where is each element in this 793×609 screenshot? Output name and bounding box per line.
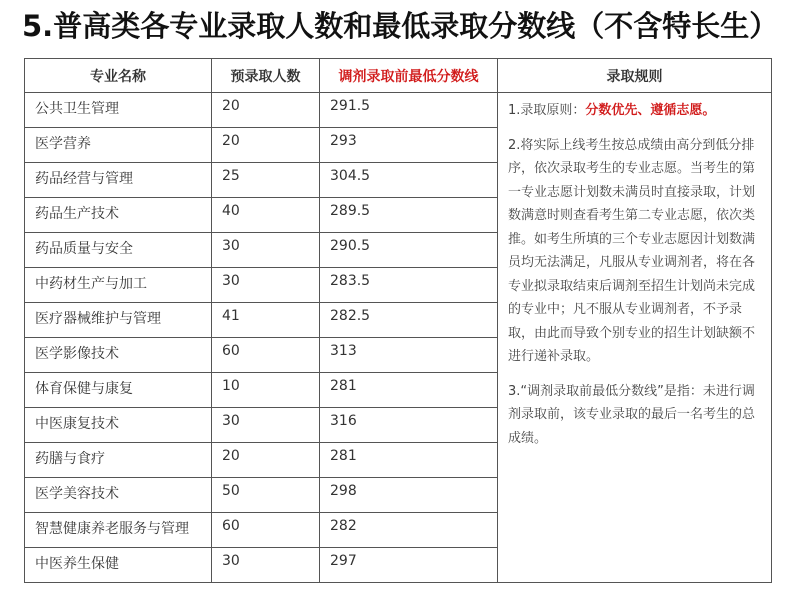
major-cell-text: 医学美容技术 bbox=[35, 486, 119, 502]
min-score-cell bbox=[320, 303, 498, 338]
rule-1-highlight: 分数优先、遵循志愿。 bbox=[585, 103, 716, 118]
major-cell-text: 中药材生产与加工 bbox=[35, 276, 147, 292]
major-cell bbox=[25, 443, 212, 478]
major-cell-text: 药膳与食疗 bbox=[35, 451, 105, 467]
count-cell bbox=[212, 513, 320, 548]
rule-2: 2.将实际上线考生按总成绩由高分到低分排序，依次录取考生的专业志愿。当考生的第一专业志愿计划数未满员时直接录取，计划数满意时则查看考生第二专业志愿，依次类推。如考生所填的三个专业志愿因计划数满员均无法满足，凡服从专业调剂者，将在各专业拟录取结束后调剂至招生计划尚未完成的专业中；凡不服从专业调剂者，不予录取，由此而导致个别专业的招生计划缺额不进行递补录取。 bbox=[508, 137, 756, 364]
rules-content bbox=[498, 93, 771, 450]
admission-table bbox=[24, 58, 772, 583]
min-score-cell-text: 289.5 bbox=[330, 203, 371, 219]
major-cell-text: 智慧健康养老服务与管理 bbox=[35, 521, 189, 537]
major-cell bbox=[25, 478, 212, 513]
major-cell bbox=[25, 128, 212, 163]
min-score-cell bbox=[320, 198, 498, 233]
count-cell bbox=[212, 408, 320, 443]
min-score-cell-text: 304.5 bbox=[330, 168, 371, 184]
major-cell bbox=[25, 163, 212, 198]
count-cell-text: 25 bbox=[222, 168, 240, 184]
min-score-cell bbox=[320, 478, 498, 513]
min-score-cell bbox=[320, 93, 498, 128]
major-cell-text: 中医康复技术 bbox=[35, 416, 119, 432]
column-header-min-score: 调剂录取前最低分数线 bbox=[320, 59, 498, 93]
count-cell bbox=[212, 233, 320, 268]
count-cell bbox=[212, 268, 320, 303]
major-cell bbox=[25, 548, 212, 583]
min-score-cell-text: 297 bbox=[330, 553, 357, 569]
count-cell-text: 20 bbox=[222, 133, 240, 149]
count-cell-text: 20 bbox=[222, 98, 240, 114]
major-cell bbox=[25, 513, 212, 548]
major-cell-text: 中医养生保健 bbox=[35, 556, 119, 572]
rule-1 bbox=[508, 99, 767, 123]
table-body bbox=[25, 93, 772, 583]
count-cell-text: 30 bbox=[222, 273, 240, 289]
min-score-cell bbox=[320, 163, 498, 198]
count-cell-text: 10 bbox=[222, 378, 240, 394]
count-cell-text: 41 bbox=[222, 308, 240, 324]
table-row bbox=[25, 93, 772, 128]
min-score-cell-text: 282.5 bbox=[330, 308, 371, 324]
column-header-count: 预录取人数 bbox=[212, 59, 320, 93]
count-cell-text: 60 bbox=[222, 343, 240, 359]
min-score-cell bbox=[320, 338, 498, 373]
rules-cell bbox=[498, 93, 772, 583]
min-score-cell bbox=[320, 513, 498, 548]
page-title: 5.普高类各专业录取人数和最低录取分数线（不含特长生） bbox=[22, 9, 779, 43]
min-score-cell-text: 298 bbox=[330, 483, 357, 499]
min-score-cell-text: 290.5 bbox=[330, 238, 371, 254]
count-cell bbox=[212, 163, 320, 198]
min-score-cell bbox=[320, 443, 498, 478]
major-cell-text: 医学营养 bbox=[35, 136, 91, 152]
major-cell bbox=[25, 408, 212, 443]
count-cell bbox=[212, 93, 320, 128]
count-cell bbox=[212, 128, 320, 163]
min-score-cell bbox=[320, 373, 498, 408]
count-cell bbox=[212, 548, 320, 583]
count-cell-text: 50 bbox=[222, 483, 240, 499]
min-score-cell bbox=[320, 233, 498, 268]
min-score-cell bbox=[320, 548, 498, 583]
count-cell bbox=[212, 443, 320, 478]
table-header-row bbox=[25, 59, 772, 93]
min-score-cell-text: 316 bbox=[330, 413, 357, 429]
count-cell bbox=[212, 478, 320, 513]
rule-3: 3.“调剂录取前最低分数线”是指：未进行调剂录取前，该专业录取的最后一名考生的总成绩。 bbox=[508, 383, 756, 446]
count-cell bbox=[212, 338, 320, 373]
min-score-cell-text: 282 bbox=[330, 518, 357, 534]
min-score-cell-text: 281 bbox=[330, 378, 357, 394]
major-cell bbox=[25, 373, 212, 408]
major-cell-text: 体育保健与康复 bbox=[35, 381, 133, 397]
min-score-cell-text: 283.5 bbox=[330, 273, 371, 289]
major-cell bbox=[25, 303, 212, 338]
major-cell bbox=[25, 338, 212, 373]
min-score-cell bbox=[320, 128, 498, 163]
major-cell-text: 公共卫生管理 bbox=[35, 101, 119, 117]
min-score-cell bbox=[320, 408, 498, 443]
count-cell bbox=[212, 373, 320, 408]
min-score-cell-text: 281 bbox=[330, 448, 357, 464]
major-cell-text: 药品生产技术 bbox=[35, 206, 119, 222]
count-cell bbox=[212, 198, 320, 233]
column-header-major: 专业名称 bbox=[25, 59, 212, 93]
min-score-cell-text: 293 bbox=[330, 133, 357, 149]
major-cell bbox=[25, 268, 212, 303]
count-cell-text: 60 bbox=[222, 518, 240, 534]
major-cell-text: 医疗器械维护与管理 bbox=[35, 311, 161, 327]
column-header-rules: 录取规则 bbox=[498, 59, 772, 93]
count-cell-text: 20 bbox=[222, 448, 240, 464]
count-cell-text: 30 bbox=[222, 553, 240, 569]
min-score-cell-text: 313 bbox=[330, 343, 357, 359]
major-cell-text: 医学影像技术 bbox=[35, 346, 119, 362]
count-cell-text: 40 bbox=[222, 203, 240, 219]
major-cell bbox=[25, 233, 212, 268]
min-score-cell-text: 291.5 bbox=[330, 98, 371, 114]
min-score-cell bbox=[320, 268, 498, 303]
count-cell-text: 30 bbox=[222, 413, 240, 429]
rule-1-prefix: 1.录取原则： bbox=[508, 103, 586, 118]
major-cell bbox=[25, 93, 212, 128]
major-cell-text: 药品质量与安全 bbox=[35, 241, 133, 257]
count-cell-text: 30 bbox=[222, 238, 240, 254]
major-cell-text: 药品经营与管理 bbox=[35, 171, 133, 187]
count-cell bbox=[212, 303, 320, 338]
major-cell bbox=[25, 198, 212, 233]
